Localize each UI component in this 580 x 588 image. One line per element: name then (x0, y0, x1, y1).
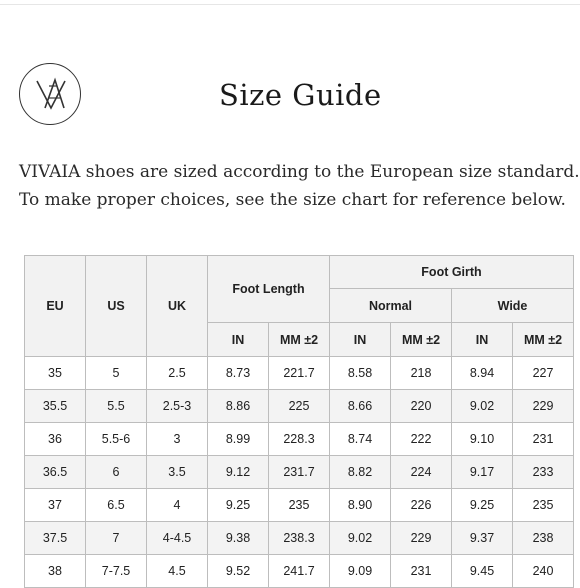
cell-uk: 3 (147, 423, 208, 456)
header-foot-length: Foot Length (208, 256, 330, 323)
cell-wide-in: 9.02 (452, 390, 513, 423)
cell-length-mm: 225 (269, 390, 330, 423)
cell-length-in: 9.12 (208, 456, 269, 489)
cell-wide-in: 8.94 (452, 357, 513, 390)
cell-us: 6 (86, 456, 147, 489)
cell-length-mm: 228.3 (269, 423, 330, 456)
cell-wide-mm: 227 (513, 357, 574, 390)
cell-uk: 4-4.5 (147, 522, 208, 555)
cell-length-in: 9.52 (208, 555, 269, 588)
cell-eu: 36 (25, 423, 86, 456)
cell-us: 7 (86, 522, 147, 555)
cell-wide-in: 9.10 (452, 423, 513, 456)
cell-wide-in: 9.17 (452, 456, 513, 489)
cell-uk: 4 (147, 489, 208, 522)
cell-normal-mm: 222 (391, 423, 452, 456)
table-row (25, 357, 574, 390)
cell-normal-in: 8.58 (330, 357, 391, 390)
cell-length-mm: 221.7 (269, 357, 330, 390)
cell-us: 5.5-6 (86, 423, 147, 456)
header-uk: UK (147, 256, 208, 357)
cell-uk: 3.5 (147, 456, 208, 489)
cell-normal-in: 9.09 (330, 555, 391, 588)
cell-wide-in: 9.45 (452, 555, 513, 588)
header-normal: Normal (330, 289, 452, 323)
intro-text (19, 158, 579, 214)
cell-eu: 35 (25, 357, 86, 390)
cell-wide-mm: 240 (513, 555, 574, 588)
header-wide-mm: MM ±2 (513, 323, 574, 357)
cell-wide-mm: 235 (513, 489, 574, 522)
cell-wide-in: 9.25 (452, 489, 513, 522)
cell-normal-in: 8.66 (330, 390, 391, 423)
header-length-mm: MM ±2 (269, 323, 330, 357)
top-divider (0, 4, 580, 5)
cell-wide-in: 9.37 (452, 522, 513, 555)
table-row (25, 390, 574, 423)
cell-eu: 37 (25, 489, 86, 522)
cell-length-in: 9.25 (208, 489, 269, 522)
cell-normal-mm: 226 (391, 489, 452, 522)
header-us: US (86, 256, 147, 357)
cell-eu: 37.5 (25, 522, 86, 555)
cell-eu: 36.5 (25, 456, 86, 489)
header-foot-girth: Foot Girth (330, 256, 574, 289)
cell-wide-mm: 238 (513, 522, 574, 555)
cell-eu: 38 (25, 555, 86, 588)
header-eu: EU (25, 256, 86, 357)
cell-normal-mm: 218 (391, 357, 452, 390)
cell-length-in: 8.73 (208, 357, 269, 390)
header-wide: Wide (452, 289, 574, 323)
cell-length-in: 8.99 (208, 423, 269, 456)
table-row (25, 489, 574, 522)
cell-us: 6.5 (86, 489, 147, 522)
table-row (25, 456, 574, 489)
header-normal-mm: MM ±2 (391, 323, 452, 357)
brand-logo (19, 63, 81, 125)
cell-wide-mm: 229 (513, 390, 574, 423)
table-row (25, 555, 574, 588)
cell-normal-mm: 231 (391, 555, 452, 588)
cell-normal-mm: 229 (391, 522, 452, 555)
cell-normal-in: 8.74 (330, 423, 391, 456)
cell-normal-mm: 224 (391, 456, 452, 489)
cell-length-mm: 235 (269, 489, 330, 522)
cell-normal-in: 9.02 (330, 522, 391, 555)
cell-us: 5 (86, 357, 147, 390)
cell-eu: 35.5 (25, 390, 86, 423)
cell-wide-mm: 231 (513, 423, 574, 456)
table-row (25, 522, 574, 555)
table-row (25, 423, 574, 456)
cell-normal-in: 8.90 (330, 489, 391, 522)
intro-line: To make proper choices, see the size chart for reference below. (19, 190, 566, 210)
cell-length-mm: 231.7 (269, 456, 330, 489)
cell-length-in: 8.86 (208, 390, 269, 423)
cell-us: 5.5 (86, 390, 147, 423)
vivaia-monogram-icon (20, 64, 80, 124)
cell-uk: 2.5 (147, 357, 208, 390)
cell-us: 7-7.5 (86, 555, 147, 588)
cell-length-mm: 241.7 (269, 555, 330, 588)
header-length-in: IN (208, 323, 269, 357)
cell-normal-in: 8.82 (330, 456, 391, 489)
intro-line: VIVAIA shoes are sized according to the European size standard. (19, 162, 580, 182)
size-chart-table (24, 255, 574, 588)
header-wide-in: IN (452, 323, 513, 357)
cell-length-mm: 238.3 (269, 522, 330, 555)
header-normal-in: IN (330, 323, 391, 357)
cell-wide-mm: 233 (513, 456, 574, 489)
page-title: Size Guide (219, 78, 382, 112)
cell-length-in: 9.38 (208, 522, 269, 555)
cell-uk: 2.5-3 (147, 390, 208, 423)
cell-uk: 4.5 (147, 555, 208, 588)
cell-normal-mm: 220 (391, 390, 452, 423)
